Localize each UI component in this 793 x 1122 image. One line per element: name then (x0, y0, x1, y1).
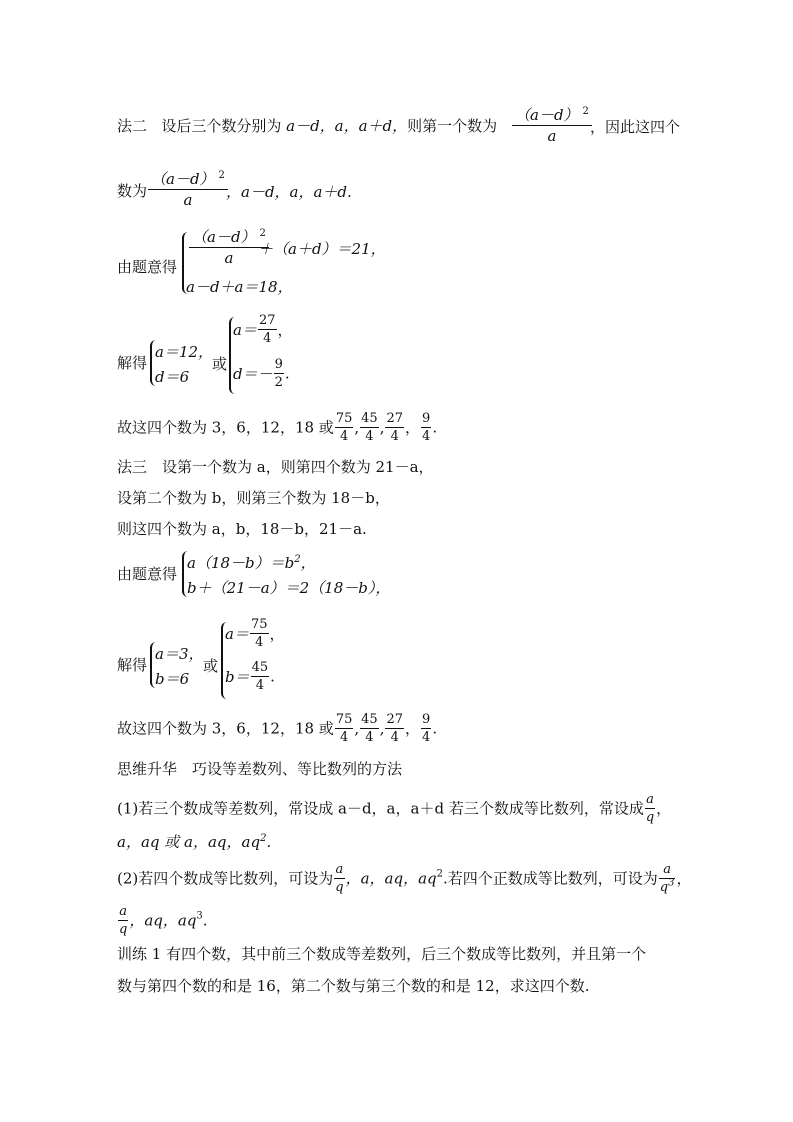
method2-line2-frac: $\frac{(a-d) ^2}{a}$ (147, 170, 229, 209)
method3-line2: 设第二个数为 b，则第三个数为 18－b， (117, 489, 390, 507)
method2-sol1b: d＝6 (155, 368, 190, 386)
method3-sol2a: a＝ $\frac{75}{4}$ ， (225, 617, 285, 650)
method2-sol2b: d＝－ $\frac{9}{2}$ . (233, 357, 290, 390)
method2-first-frac: $\frac{(a-d) ^2}{a}$ (511, 106, 593, 145)
method2-solve-label: 解得 (117, 354, 148, 372)
exercise-line1: 训练 1 有四个数，其中前三个数成等差数列，后三个数成等比数列，并且第一个 (117, 945, 647, 963)
method2-vars: a－d，a，a＋d， (286, 117, 408, 135)
summary-p1-line2: a，aq 或 a，aq，$aq^2$. (117, 833, 272, 851)
summary-title: 思维升华 巧设等差数列、等比数列的方法 (117, 760, 403, 778)
method2-or: 或 (212, 355, 228, 373)
method2-eq1-frac: $\frac{(a-d) ^2}{a}$ (188, 228, 270, 267)
exercise-line2: 数与第四个数的和是 16，第二个数与第三个数的和是 12，求这四个数. (117, 977, 590, 995)
method3-line3: 则这四个数为 a，b，18－b，21－a. (117, 520, 367, 538)
method2-label: 法二 (117, 117, 148, 135)
method3-eq1: $a(18-b)=b^2$， (187, 554, 316, 572)
method2-condition-label: 由题意得 (117, 258, 178, 276)
method2-intro: 设后三个数分别为 (161, 117, 282, 135)
method2-tail: ，因此这四个 (590, 118, 681, 136)
summary-p1-line1: (1)若三个数成等差数列，常设成 a－d，a，a＋d 若三个数成等比数列，常设成 $\frac{a}{q}$ ， (117, 792, 672, 825)
method2-line2-rest: ，a－d，a，a＋d. (226, 183, 352, 201)
method2-eq1-rest: ＋（a＋d）＝21， (258, 240, 386, 258)
method3-sol2b: b＝ $\frac{45}{4}$ . (225, 660, 275, 693)
method3-sol1b: b＝6 (155, 670, 190, 688)
method3-condition-label: 由题意得 (117, 565, 178, 583)
method3-or: 或 (203, 657, 219, 675)
method3-solve-label: 解得 (117, 656, 148, 674)
summary-p2-line2: $\frac{a}{q}$ ，aq，$aq^3$. (119, 904, 208, 937)
method2-sol1a: a＝12， (155, 343, 214, 361)
summary-p2-line1: (2)若四个数成等比数列，可设为 $\frac{a}{q}$ ，a，aq，$aq^2$.若四个正数成等比数列，可设为 $\frac{a}{q^3}$ ， (117, 862, 692, 895)
method2-line2: 数为 (117, 182, 148, 200)
method2-conclusion: 故这四个数为 3，6，12，18 或 $\frac{75}{4}$ , $\frac{45}{4}$ , $\frac{27}{4}$ ， $\frac{9}{4}$ . (117, 411, 438, 444)
method2-sol2a: a＝ $\frac{27}{4}$ ， (233, 313, 293, 346)
method2-line1 (117, 116, 497, 136)
method3-eq2: b＋（21－a）＝2（18－b）， (187, 579, 391, 597)
method3-line1: 法三 设第一个数为 a，则第四个数为 21－a， (117, 458, 434, 476)
method2-eq2: a－d＋a＝18， (186, 278, 293, 296)
method3-conclusion: 故这四个数为 3，6，12，18 或 $\frac{75}{4}$ , $\frac{45}{4}$ , $\frac{27}{4}$ ， $\frac{9}{4}$ . (117, 712, 438, 745)
method3-sol1a: a＝3， (155, 645, 204, 663)
method2-then: 则第一个数为 (407, 117, 498, 135)
